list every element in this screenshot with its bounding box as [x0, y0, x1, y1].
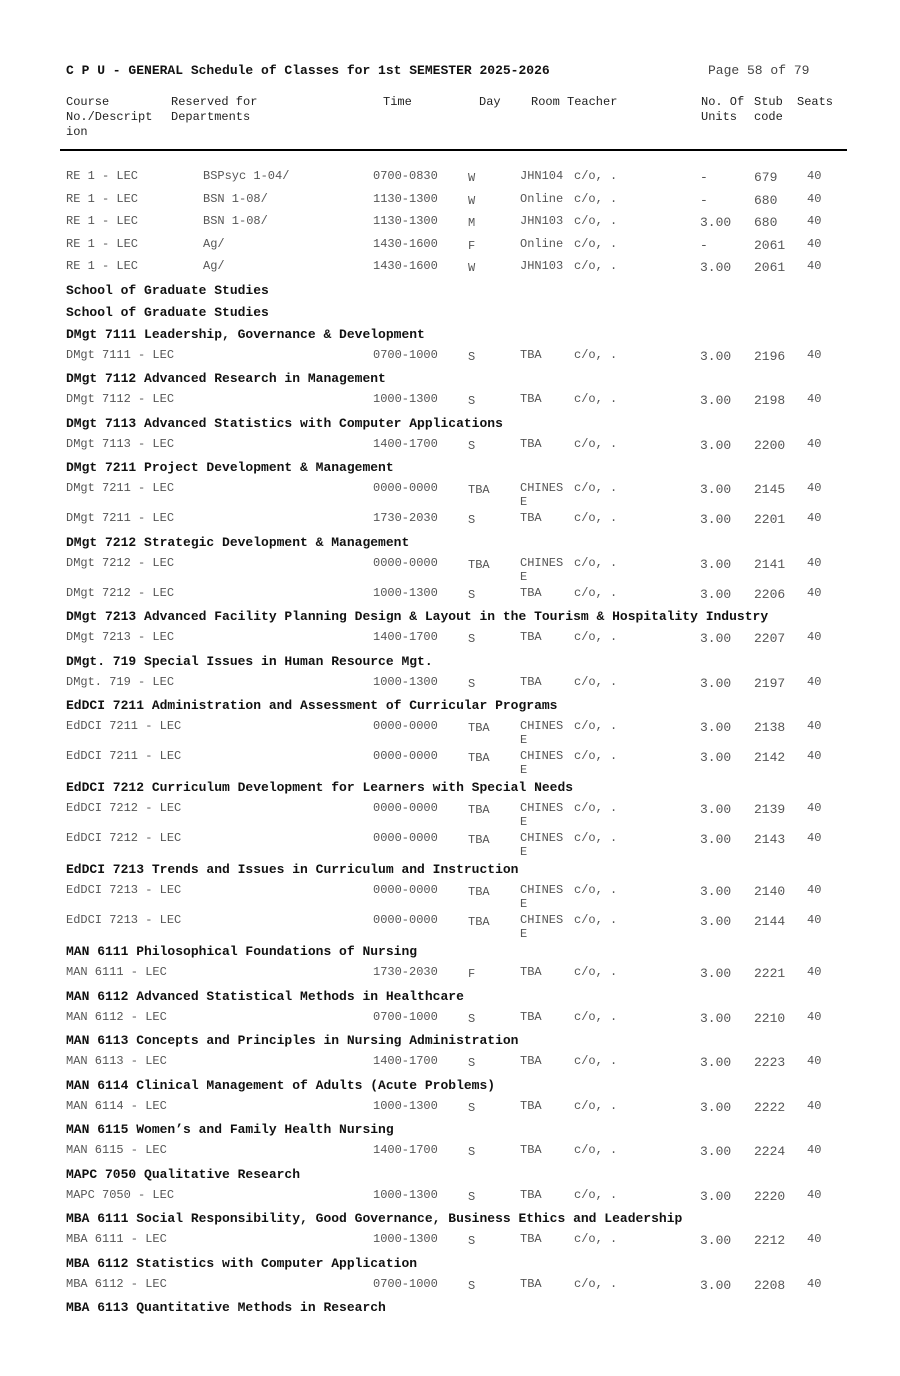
course-heading: MAN 6111 Philosophical Foundations of Nursing — [66, 944, 418, 959]
teacher-cell: c/o, . — [574, 749, 618, 763]
room-cell: CHINES — [520, 913, 564, 927]
course-heading: MAN 6113 Concepts and Principles in Nursing Administration — [66, 1033, 519, 1048]
page-title: C P U - GENERAL Schedule of Classes for 1st SEMESTER 2025-2026 — [66, 63, 550, 78]
time-cell: 0700-1000 — [373, 1009, 438, 1024]
day-cell: S — [468, 438, 476, 453]
seats-cell: 40 — [807, 749, 822, 763]
time-cell: 0000-0000 — [373, 831, 438, 845]
course-cell: EdDCI 7211 - LEC — [66, 749, 182, 763]
stub-code-cell: 2212 — [754, 1233, 786, 1248]
day-cell: TBA — [468, 885, 490, 899]
stub-code-cell: 2200 — [754, 437, 786, 453]
seats-cell: 40 — [807, 436, 822, 451]
seats-cell: 40 — [807, 1009, 822, 1024]
units-cell: 3.00 — [700, 1188, 732, 1204]
seats-cell: 40 — [807, 965, 822, 979]
table-row — [0, 237, 900, 259]
teacher-cell: c/o, . — [574, 236, 618, 251]
teacher-cell: c/o, . — [574, 392, 618, 406]
course-heading: MAPC 7050 Qualitative Research — [66, 1166, 301, 1182]
room-cell: TBA — [520, 1276, 542, 1291]
table-row — [0, 1099, 900, 1121]
units-cell: - — [700, 237, 708, 253]
course-cell: MAN 6114 - LEC — [66, 1098, 167, 1113]
table-row — [0, 392, 900, 414]
teacher-cell: c/o, . — [574, 347, 618, 362]
day-cell: W — [468, 171, 476, 185]
teacher-cell: c/o, . — [574, 1054, 618, 1068]
teacher-cell: c/o, . — [574, 1143, 618, 1157]
course-cell: MBA 6111 - LEC — [66, 1232, 167, 1246]
course-cell: DMgt 7213 - LEC — [66, 630, 175, 644]
teacher-cell: c/o, . — [574, 555, 618, 570]
course-heading: MBA 6112 Statistics with Computer Application — [66, 1255, 418, 1271]
room-cell: TBA — [520, 585, 542, 600]
table-row — [0, 719, 900, 747]
table-row — [0, 214, 900, 236]
day-cell: M — [468, 216, 476, 230]
room-cell-wrap: E — [520, 897, 528, 911]
time-cell: 1730-2030 — [373, 511, 438, 525]
time-cell: 0000-0000 — [373, 719, 438, 733]
course-cell: EdDCI 7213 - LEC — [66, 913, 182, 927]
table-row — [0, 481, 900, 509]
room-cell: TBA — [520, 347, 542, 362]
time-cell: 0000-0000 — [373, 749, 438, 763]
stub-code-cell: 679 — [754, 170, 778, 185]
time-cell: 1000-1300 — [373, 1098, 438, 1113]
room-cell: TBA — [520, 1187, 542, 1202]
stub-code-cell: 2222 — [754, 1099, 786, 1115]
room-cell: TBA — [520, 511, 542, 525]
stub-code-cell: 2206 — [754, 586, 786, 602]
course-heading: DMgt 7212 Strategic Development & Management — [66, 534, 410, 550]
course-heading: DMgt 7211 Project Development & Management — [66, 460, 394, 475]
teacher-cell: c/o, . — [574, 801, 618, 815]
table-row — [0, 555, 900, 584]
teacher-cell: c/o, . — [574, 913, 618, 927]
day-cell: S — [468, 1011, 476, 1026]
table-row — [0, 511, 900, 533]
table-row — [0, 1010, 900, 1032]
course-heading: EdDCI 7213 Trends and Issues in Curriculum and Instruction — [66, 862, 519, 877]
day-cell: TBA — [468, 721, 490, 735]
seats-cell: 40 — [807, 1276, 822, 1291]
time-cell: 1430-1600 — [373, 236, 438, 251]
stub-code-cell: 2141 — [754, 556, 786, 572]
seats-cell: 40 — [807, 1187, 822, 1202]
course-cell: DMgt 7112 - LEC — [66, 392, 175, 406]
teacher-cell: c/o, . — [574, 719, 618, 733]
seats-cell: 40 — [807, 555, 822, 570]
room-cell: TBA — [520, 630, 542, 644]
course-cell: MAN 6113 - LEC — [66, 1054, 167, 1068]
table-row — [0, 192, 900, 214]
teacher-cell: c/o, . — [574, 259, 618, 273]
course-cell: EdDCI 7213 - LEC — [66, 883, 182, 897]
seats-cell: 40 — [807, 392, 822, 406]
room-cell: Online — [520, 236, 564, 251]
seats-cell: 40 — [807, 801, 822, 815]
teacher-cell: c/o, . — [574, 169, 618, 183]
reserved-cell: BSN 1-08/ — [203, 214, 268, 228]
room-cell: Online — [520, 191, 564, 206]
room-cell-wrap: E — [520, 569, 528, 584]
time-cell: 1400-1700 — [373, 1054, 438, 1068]
course-cell: RE 1 - LEC — [66, 169, 139, 183]
time-cell: 1000-1300 — [373, 674, 438, 689]
reserved-cell: Ag/ — [203, 259, 225, 273]
table-row — [0, 169, 900, 191]
course-heading: MAN 6112 Advanced Statistical Methods in Healthcare — [66, 988, 464, 1004]
seats-cell: 40 — [807, 347, 822, 362]
teacher-cell: c/o, . — [574, 191, 618, 206]
stub-code-cell: 2224 — [754, 1144, 786, 1159]
stub-code-cell: 2138 — [754, 720, 786, 735]
stub-code-cell: 2220 — [754, 1188, 786, 1204]
room-cell: TBA — [520, 674, 542, 689]
units-cell: 3.00 — [700, 675, 732, 691]
teacher-cell: c/o, . — [574, 511, 618, 525]
seats-cell: 40 — [807, 883, 822, 897]
day-cell: F — [468, 238, 476, 253]
table-row — [0, 630, 900, 652]
units-cell: 3.00 — [700, 437, 732, 453]
course-cell: MAN 6111 - LEC — [66, 965, 167, 979]
course-heading: School of Graduate Studies — [66, 304, 269, 320]
room-cell: CHINES — [520, 749, 564, 763]
seats-cell: 40 — [807, 259, 822, 273]
course-cell: RE 1 - LEC — [66, 259, 139, 273]
teacher-cell: c/o, . — [574, 883, 618, 897]
units-cell: 3.00 — [700, 1233, 732, 1248]
reserved-cell: BSPsyc 1-04/ — [203, 169, 290, 183]
course-heading: DMgt 7113 Advanced Statistics with Computer Applications — [66, 415, 503, 431]
units-cell: 3.00 — [700, 512, 732, 527]
course-cell: MAPC 7050 - LEC — [66, 1187, 175, 1202]
seats-cell: 40 — [807, 1232, 822, 1246]
table-row — [0, 586, 900, 608]
teacher-cell: c/o, . — [574, 674, 618, 689]
teacher-cell: c/o, . — [574, 1276, 618, 1291]
teacher-cell: c/o, . — [574, 436, 618, 451]
course-heading: EdDCI 7211 Administration and Assessment of Curricular Programs — [66, 698, 558, 713]
column-header-units: No. Of Units — [701, 95, 745, 124]
column-header-room-teacher: Room Teacher — [531, 95, 618, 109]
units-cell: 3.00 — [700, 720, 732, 735]
day-cell: S — [468, 587, 476, 602]
reserved-cell: BSN 1-08/ — [203, 191, 268, 206]
table-row — [0, 749, 900, 777]
table-row — [0, 965, 900, 987]
stub-code-cell: 2061 — [754, 260, 786, 275]
time-cell: 1430-1600 — [373, 259, 438, 273]
table-row — [0, 675, 900, 697]
teacher-cell: c/o, . — [574, 1098, 618, 1113]
table-row — [0, 883, 900, 911]
time-cell: 1000-1300 — [373, 1232, 438, 1246]
units-cell: 3.00 — [700, 556, 732, 572]
course-heading: DMgt 7111 Leadership, Governance & Development — [66, 326, 425, 342]
seats-cell: 40 — [807, 831, 822, 845]
seats-cell: 40 — [807, 191, 822, 206]
course-heading: MAN 6114 Clinical Management of Adults (Acute Problems) — [66, 1077, 496, 1093]
room-cell-wrap: E — [520, 733, 528, 747]
units-cell: - — [700, 192, 708, 208]
room-cell-wrap: E — [520, 845, 528, 859]
course-cell: MAN 6112 - LEC — [66, 1009, 167, 1024]
table-row — [0, 437, 900, 459]
units-cell: 3.00 — [700, 832, 732, 847]
time-cell: 1000-1300 — [373, 585, 438, 600]
teacher-cell: c/o, . — [574, 831, 618, 845]
time-cell: 0000-0000 — [373, 913, 438, 927]
time-cell: 1400-1700 — [373, 1143, 438, 1157]
units-cell: 3.00 — [700, 750, 732, 765]
day-cell: TBA — [468, 483, 490, 497]
day-cell: S — [468, 1189, 476, 1204]
room-cell: TBA — [520, 1054, 542, 1068]
course-cell: EdDCI 7212 - LEC — [66, 801, 182, 815]
stub-code-cell: 2140 — [754, 884, 786, 899]
day-cell: TBA — [468, 557, 490, 572]
column-header-day: Day — [479, 95, 501, 109]
seats-cell: 40 — [807, 214, 822, 228]
room-cell: CHINES — [520, 801, 564, 815]
course-cell: DMgt. 719 - LEC — [66, 674, 175, 689]
table-row — [0, 259, 900, 281]
stub-code-cell: 2196 — [754, 348, 786, 364]
time-cell: 1400-1700 — [373, 630, 438, 644]
seats-cell: 40 — [807, 719, 822, 733]
course-heading: School of Graduate Studies — [66, 282, 269, 298]
course-cell: RE 1 - LEC — [66, 191, 139, 206]
day-cell: TBA — [468, 833, 490, 847]
course-cell: EdDCI 7212 - LEC — [66, 831, 182, 845]
stub-code-cell: 2139 — [754, 802, 786, 817]
stub-code-cell: 2197 — [754, 675, 786, 691]
units-cell: 3.00 — [700, 884, 732, 899]
time-cell: 1400-1700 — [373, 436, 438, 451]
units-cell: 3.00 — [700, 1144, 732, 1159]
day-cell: W — [468, 261, 476, 275]
day-cell: W — [468, 193, 476, 208]
units-cell: 3.00 — [700, 802, 732, 817]
time-cell: 1000-1300 — [373, 1187, 438, 1202]
room-cell: TBA — [520, 1098, 542, 1113]
time-cell: 1130-1300 — [373, 191, 438, 206]
day-cell: S — [468, 394, 476, 408]
day-cell: S — [468, 513, 476, 527]
day-cell: S — [468, 349, 476, 364]
time-cell: 0000-0000 — [373, 801, 438, 815]
room-cell-wrap: E — [520, 763, 528, 777]
stub-code-cell: 2201 — [754, 512, 786, 527]
units-cell: 3.00 — [700, 482, 732, 497]
course-cell: DMgt 7211 - LEC — [66, 481, 175, 495]
table-row — [0, 831, 900, 859]
stub-code-cell: 2145 — [754, 482, 786, 497]
stub-code-cell: 2198 — [754, 393, 786, 408]
seats-cell: 40 — [807, 1098, 822, 1113]
course-cell: DMgt 7211 - LEC — [66, 511, 175, 525]
stub-code-cell: 2210 — [754, 1010, 786, 1026]
table-row — [0, 1188, 900, 1210]
day-cell: F — [468, 967, 476, 981]
teacher-cell: c/o, . — [574, 214, 618, 228]
course-cell: EdDCI 7211 - LEC — [66, 719, 182, 733]
units-cell: 3.00 — [700, 393, 732, 408]
units-cell: 3.00 — [700, 631, 732, 646]
course-heading: MAN 6115 Women’s and Family Health Nursing — [66, 1122, 394, 1137]
seats-cell: 40 — [807, 481, 822, 495]
units-cell: 3.00 — [700, 215, 732, 230]
course-heading: MBA 6113 Quantitative Methods in Research — [66, 1300, 386, 1315]
room-cell: TBA — [520, 1232, 542, 1246]
day-cell: S — [468, 1056, 476, 1070]
teacher-cell: c/o, . — [574, 630, 618, 644]
day-cell: S — [468, 632, 476, 646]
day-cell: S — [468, 1278, 476, 1293]
course-cell: DMgt 7212 - LEC — [66, 555, 175, 570]
course-cell: MAN 6115 - LEC — [66, 1143, 167, 1157]
course-cell: RE 1 - LEC — [66, 214, 139, 228]
seats-cell: 40 — [807, 630, 822, 644]
day-cell: S — [468, 1145, 476, 1159]
column-header-seats: Seats — [797, 95, 834, 109]
time-cell: 0000-0000 — [373, 481, 438, 495]
table-row — [0, 348, 900, 370]
stub-code-cell: 680 — [754, 192, 778, 208]
room-cell: JHN104 — [520, 169, 564, 183]
seats-cell: 40 — [807, 913, 822, 927]
time-cell: 0000-0000 — [373, 883, 438, 897]
day-cell: TBA — [468, 915, 490, 929]
stub-code-cell: 2221 — [754, 966, 786, 981]
seats-cell: 40 — [807, 585, 822, 600]
column-header-course: Course No./Descript ion — [66, 95, 153, 139]
room-cell: CHINES — [520, 883, 564, 897]
stub-code-cell: 680 — [754, 215, 778, 230]
stub-code-cell: 2208 — [754, 1277, 786, 1293]
column-header-reserved: Reserved for Departments — [171, 95, 258, 124]
room-cell: TBA — [520, 965, 542, 979]
header-divider — [60, 149, 847, 151]
teacher-cell: c/o, . — [574, 1232, 618, 1246]
table-row — [0, 1232, 900, 1254]
time-cell: 1730-2030 — [373, 965, 438, 979]
room-cell: JHN103 — [520, 259, 564, 273]
day-cell: S — [468, 676, 476, 691]
course-heading: DMgt 7112 Advanced Research in Management — [66, 371, 386, 386]
course-heading: EdDCI 7212 Curriculum Development for Learners with Special Needs — [66, 780, 574, 795]
table-row — [0, 801, 900, 829]
room-cell-wrap: E — [520, 927, 528, 941]
day-cell: TBA — [468, 803, 490, 817]
stub-code-cell: 2144 — [754, 914, 786, 929]
stub-code-cell: 2223 — [754, 1055, 786, 1070]
room-cell-wrap: E — [520, 495, 528, 509]
room-cell-wrap: E — [520, 815, 528, 829]
units-cell: 3.00 — [700, 348, 732, 364]
units-cell: - — [700, 170, 708, 185]
course-cell: MBA 6112 - LEC — [66, 1276, 167, 1291]
table-row — [0, 913, 900, 941]
course-heading: DMgt. 719 Special Issues in Human Resource Mgt. — [66, 653, 433, 669]
day-cell: TBA — [468, 751, 490, 765]
course-cell: DMgt 7111 - LEC — [66, 347, 175, 362]
units-cell: 3.00 — [700, 260, 732, 275]
reserved-cell: Ag/ — [203, 236, 225, 251]
seats-cell: 40 — [807, 674, 822, 689]
seats-cell: 40 — [807, 1054, 822, 1068]
teacher-cell: c/o, . — [574, 481, 618, 495]
seats-cell: 40 — [807, 511, 822, 525]
room-cell: TBA — [520, 1143, 542, 1157]
units-cell: 3.00 — [700, 1055, 732, 1070]
units-cell: 3.00 — [700, 1277, 732, 1293]
room-cell: CHINES — [520, 481, 564, 495]
column-header-time: Time — [383, 95, 412, 109]
teacher-cell: c/o, . — [574, 585, 618, 600]
teacher-cell: c/o, . — [574, 965, 618, 979]
table-row — [0, 1054, 900, 1076]
seats-cell: 40 — [807, 236, 822, 251]
day-cell: S — [468, 1234, 476, 1248]
units-cell: 3.00 — [700, 1099, 732, 1115]
stub-code-cell: 2142 — [754, 750, 786, 765]
course-cell: RE 1 - LEC — [66, 236, 139, 251]
stub-code-cell: 2207 — [754, 631, 786, 646]
time-cell: 0700-1000 — [373, 347, 438, 362]
column-header-stub: Stub code — [754, 95, 783, 124]
page-number: Page 58 of 79 — [708, 63, 810, 78]
stub-code-cell: 2143 — [754, 832, 786, 847]
seats-cell: 40 — [807, 1143, 822, 1157]
day-cell: S — [468, 1100, 476, 1115]
room-cell: CHINES — [520, 719, 564, 733]
course-cell: DMgt 7113 - LEC — [66, 436, 175, 451]
room-cell: JHN103 — [520, 214, 564, 228]
units-cell: 3.00 — [700, 1010, 732, 1026]
teacher-cell: c/o, . — [574, 1187, 618, 1202]
course-heading: MBA 6111 Social Responsibility, Good Governance, Business Ethics and Leadership — [66, 1211, 683, 1226]
time-cell: 1130-1300 — [373, 214, 438, 228]
units-cell: 3.00 — [700, 586, 732, 602]
units-cell: 3.00 — [700, 914, 732, 929]
room-cell: CHINES — [520, 555, 564, 570]
room-cell: TBA — [520, 436, 542, 451]
time-cell: 0700-0830 — [373, 169, 438, 183]
table-row — [0, 1143, 900, 1165]
table-row — [0, 1277, 900, 1299]
course-cell: DMgt 7212 - LEC — [66, 585, 175, 600]
time-cell: 1000-1300 — [373, 392, 438, 406]
room-cell: CHINES — [520, 831, 564, 845]
time-cell: 0700-1000 — [373, 1276, 438, 1291]
room-cell: TBA — [520, 1009, 542, 1024]
course-heading: DMgt 7213 Advanced Facility Planning Design & Layout in the Tourism & Hospitality Industry — [66, 609, 769, 624]
units-cell: 3.00 — [700, 966, 732, 981]
time-cell: 0000-0000 — [373, 555, 438, 570]
seats-cell: 40 — [807, 169, 822, 183]
stub-code-cell: 2061 — [754, 237, 786, 253]
room-cell: TBA — [520, 392, 542, 406]
teacher-cell: c/o, . — [574, 1009, 618, 1024]
